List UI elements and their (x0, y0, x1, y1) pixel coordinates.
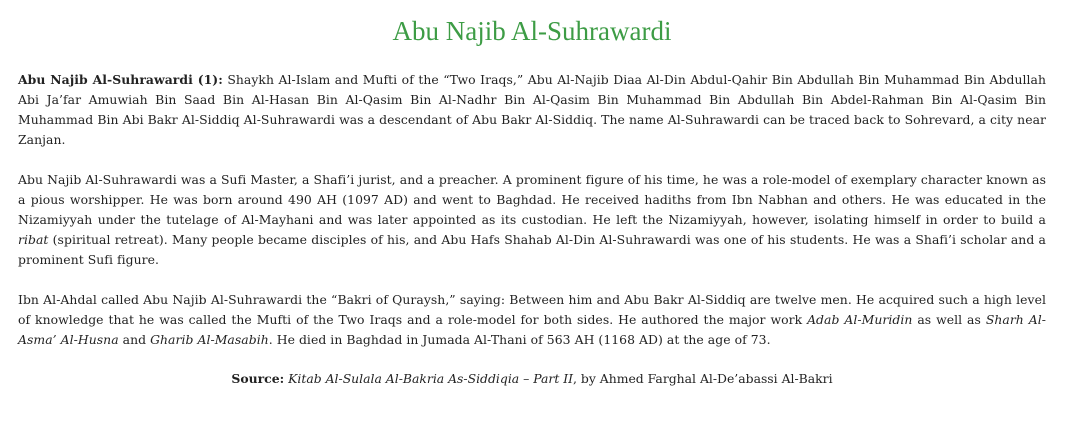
intro-lead: Abu Najib Al-Suhrawardi (1): (18, 72, 223, 87)
paragraph-legacy (18, 290, 1046, 350)
source-book: Kitab Al-Sulala Al-Bakria As-Siddiqia – Part II (288, 371, 574, 386)
source-author: , by Ahmed Farghal Al-De’abassi Al-Bakri (573, 371, 833, 386)
paragraph-biography (18, 170, 1046, 270)
legacy-text-b: as well as (912, 312, 986, 327)
page-title: Abu Najib Al-Suhrawardi (392, 16, 672, 46)
work-title-adab: Adab Al-Muridin (807, 312, 913, 327)
work-title-sharh: Sharh Al-Asma’ Al-Husna (18, 312, 1046, 347)
source-label: Source: (231, 371, 285, 386)
biography-text-b: (spiritual retreat). Many people became disciples of his, and Abu Hafs Shahab Al-Din Al-Suhrawardi was one of his students. He was a Shafi’i scholar and a prominent Sufi figure. (18, 232, 1046, 267)
legacy-text-c: and (118, 332, 151, 347)
legacy-text-a: Ibn Al-Ahdal called Abu Najib Al-Suhrawardi the “Bakri of Quraysh,” saying: Between him and Abu Bakr Al-Siddiq are twelve men. He acquired such a high level of knowledge that he was called the Mufti of the Two Iraqs and a role-model for both sides. He authored the major work (18, 292, 1046, 327)
intro-text: Shaykh Al-Islam and Mufti of the “Two Iraqs,” Abu Al-Najib Diaa Al-Din Abdul-Qahir Bin Abdullah Bin Muhammad Bin Abdullah Abi Ja’far Amuwiah Bin Saad Bin Al-Hasan Bin Al-Qasim Bin Al-Nadhr Bin Al-Qasim Bin Muhammad Bin Abdullah Bin Abdel-Rahman Bin Al-Qasim Bin Muhammad Bin Abi Bakr Al-Siddiq Al-Suhrawardi was a descendant of Abu Bakr Al-Siddiq. The name Al-Suhrawardi can be traced back to Sohrevard, a city near Zanjan. (18, 72, 1046, 147)
legacy-text-d: . He died in Baghdad in Jumada Al-Thani of 563 AH (1168 AD) at the age of 73. (268, 332, 771, 347)
biography-text-a: Abu Najib Al-Suhrawardi was a Sufi Master, a Shafi’i jurist, and a preacher. A prominent figure of his time, he was a role-model of exemplary character known as a pious worshipper. He was born around 490 AH (1097 AD) and went to Baghdad. He received hadiths from Ibn Nabhan and others. He was educated in the Nizamiyyah under the tutelage of Al-Mayhani and was later appointed as its custodian. He left the Nizamiyyah, however, isolating himself in order to build a (18, 172, 1046, 227)
source-citation (18, 369, 1046, 389)
paragraph-intro (18, 70, 1046, 150)
work-title-gharib: Gharib Al-Masabih (150, 332, 269, 347)
ribat-term: ribat (18, 232, 49, 247)
